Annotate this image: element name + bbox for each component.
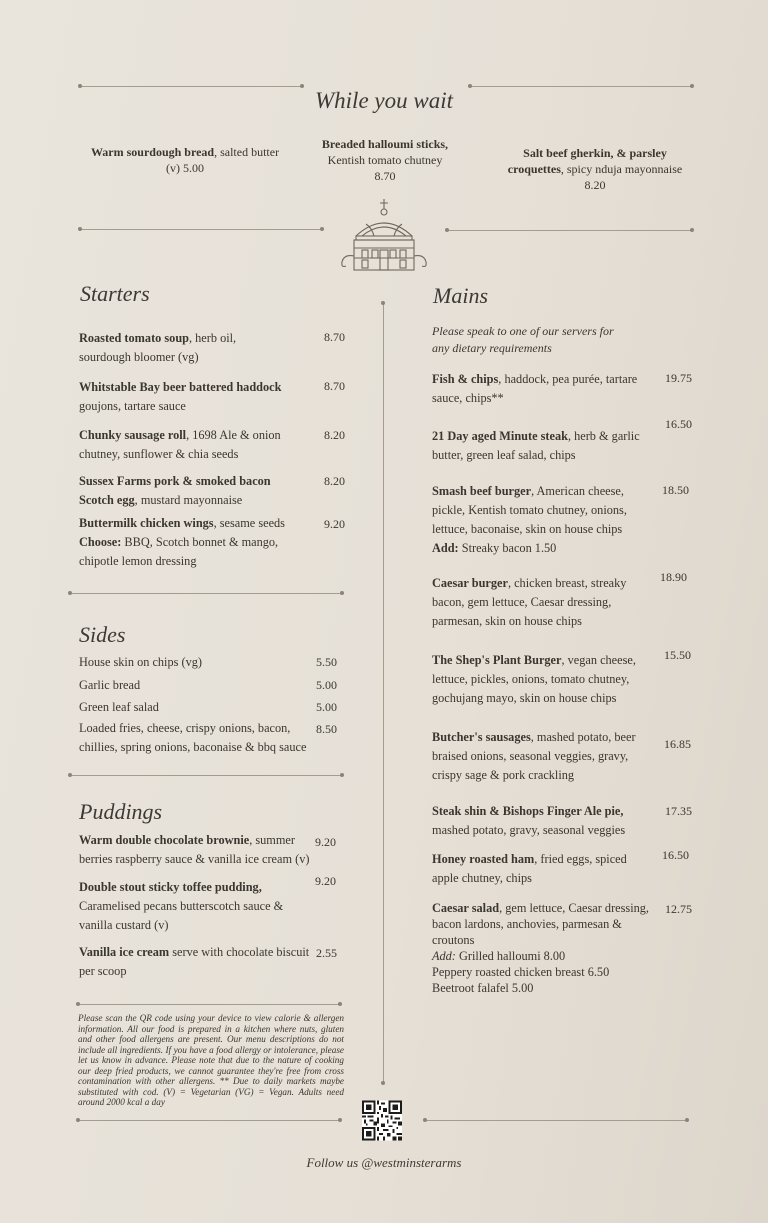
side-price: 5.00 [316,700,337,714]
main-item: Steak shin & Bishops Finger Ale pie, mashed potato, gravy, seasonal veggies [432,804,626,837]
pudding-item: Double stout sticky toffee pudding, Caramelised pecans butterscotch sauce & vanilla custard (v) [79,880,284,932]
wait-item-croquettes: Salt beef gherkin, & parsley croquettes, spicy nduja mayonnaise 8.20 [507,146,683,192]
main-item: Caesar salad, gem lettuce, Caesar dressing, bacon lardons, anchovies, parmesan & croutons Add: Grilled halloumi 8.00 Peppery roasted chicken breast 6.50 Beetroot falafel 5.00 [432,901,649,995]
divider [70,593,342,594]
side-price: 8.50 [316,722,337,736]
main-item: Honey roasted ham, fried eggs, spiced apple chutney, chips [432,852,627,885]
divider [80,229,322,230]
main-price: 19.75 [665,371,692,385]
divider [70,775,342,776]
starter-item: Whitstable Bay beer battered haddock goujons, tartare sauce [79,380,282,413]
divider [78,1120,340,1121]
main-price: 16.50 [662,848,689,862]
starter-item: Sussex Farms pork & smoked bacon Scotch egg, mustard mayonnaise [79,474,271,507]
starters-heading: Starters [80,281,150,306]
divider [78,1004,340,1005]
starter-price: 8.70 [324,330,345,344]
qr-code-icon[interactable] [362,1099,402,1142]
divider [470,86,692,87]
pudding-price: 9.20 [315,835,336,849]
main-item: Caesar burger, chicken breast, streaky bacon, gem lettuce, Caesar dressing, parmesan, skin on house chips [432,576,627,628]
main-price: 17.35 [665,804,692,818]
starter-price: 8.20 [324,474,345,488]
wait-item-bread: Warm sourdough bread, salted butter (v) 5.00 [90,145,280,175]
while-you-wait-heading: While you wait [315,88,453,113]
pudding-item: Vanilla ice cream serve with chocolate biscuit per scoop [79,945,310,978]
side-item: Loaded fries, cheese, crispy onions, bacon, chillies, spring onions, baconaise & bbq sauce [79,721,307,754]
puddings-heading: Puddings [79,799,163,824]
main-price: 16.85 [664,737,691,751]
main-price: 18.90 [660,570,687,584]
divider [425,1120,687,1121]
pudding-price: 9.20 [315,874,336,888]
main-price: 16.50 [665,417,692,431]
sides-heading: Sides [79,622,126,647]
column-divider [383,303,384,1083]
main-item: 21 Day aged Minute steak, herb & garlic butter, green leaf salad, chips [432,429,640,462]
starter-price: 8.70 [324,379,345,393]
main-item: Fish & chips, haddock, pea purée, tartare sauce, chips** [432,372,638,405]
side-item: Green leaf salad [79,700,159,714]
side-price: 5.00 [316,678,337,692]
main-item: Smash beef burger, American cheese, pickle, Kentish tomato chutney, onions, lettuce, baconaise, skin on house chips Add: Streaky bacon 1.50 [432,484,627,555]
side-price: 5.50 [316,655,337,669]
allergen-notice: Please scan the QR code using your device to view calorie & allergen information. All our food is prepared in a kitchen where nuts, gluten and other food allergens are present. Our menu descriptions do not include all ingredients. If you have a food allergy or intolerance, please let us know in advance. Please note that due to the nature of cooking our deep fried products, we cannot guarantee they're free from cross contamination with other allergens. ** Due to daily markets maybe substituted with cod. (V) = Vegetarian (VG) = Vegan. Adults need around 2000 kcal a day [78,1013,344,1107]
main-price: 15.50 [664,648,691,662]
divider [80,86,302,87]
starter-item: Chunky sausage roll, 1698 Ale & onion chutney, sunflower & chia seeds [79,428,281,461]
mains-heading: Mains [433,283,488,308]
side-item: House skin on chips (vg) [79,655,202,669]
main-price: 18.50 [662,483,689,497]
starter-item: Buttermilk chicken wings, sesame seeds Choose: BBQ, Scotch bonnet & mango, chipotle lemon dressing [79,516,285,568]
building-crest-icon [336,196,432,274]
dietary-note: Please speak to one of our servers for any dietary requirements [432,324,614,355]
divider [447,230,692,231]
pudding-item: Warm double chocolate brownie, summer berries raspberry sauce & vanilla ice cream (v) [79,833,310,866]
pudding-price: 2.55 [316,946,337,960]
main-price: 12.75 [665,902,692,916]
starter-price: 8.20 [324,428,345,442]
wait-item-halloumi: Breaded halloumi sticks, Kentish tomato chutney 8.70 [321,137,449,183]
main-item: The Shep's Plant Burger, vegan cheese, lettuce, pickles, onions, tomato chutney, gochujang mayo, skin on house chips [432,653,636,705]
main-item: Butcher's sausages, mashed potato, beer braised onions, seasonal veggies, gravy, crispy sage & pork crackling [432,730,636,782]
starter-price: 9.20 [324,517,345,531]
starter-item: Roasted tomato soup, herb oil, sourdough bloomer (vg) [79,331,237,364]
social-footer: Follow us @westminsterarms [306,1155,462,1170]
side-item: Garlic bread [79,678,141,692]
